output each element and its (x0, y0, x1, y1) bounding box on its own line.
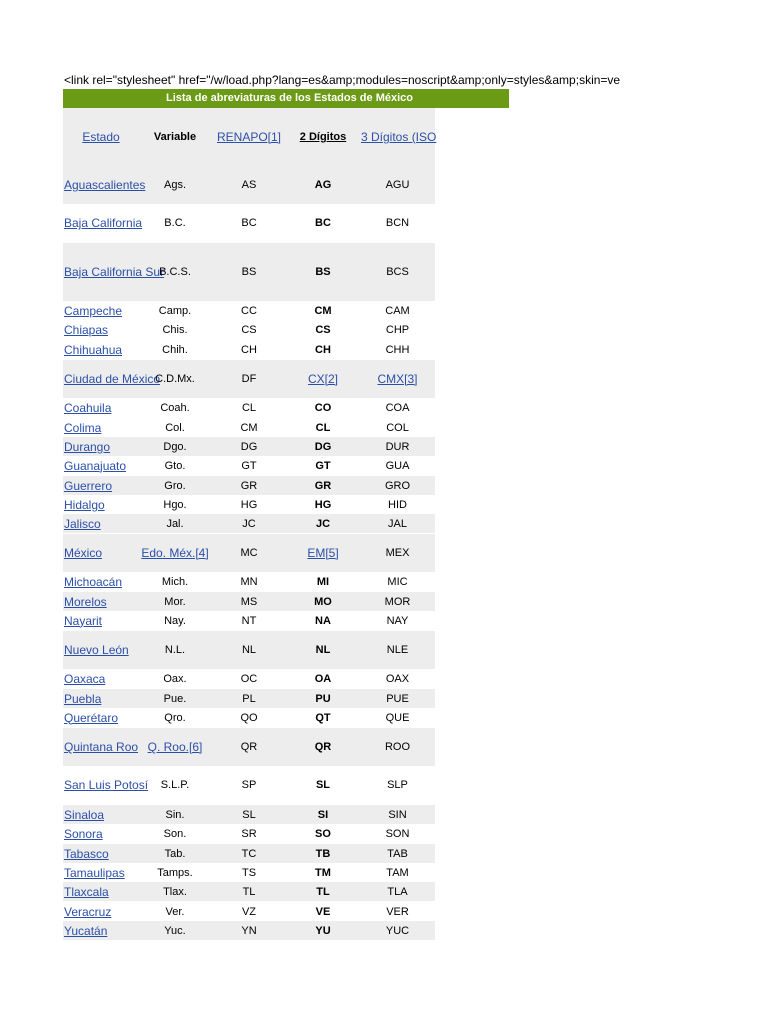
table-row (63, 611, 435, 630)
variable-abbrev: Chis. (162, 323, 188, 336)
renapo-code: CM (240, 421, 258, 434)
three-digit-code: MOR (384, 595, 411, 608)
renapo-code: TL (242, 885, 256, 898)
table-row (63, 476, 435, 495)
table-row (63, 320, 435, 339)
three-digit-code: PUE (386, 692, 409, 705)
table-row (63, 418, 435, 437)
two-digit-code: SL (315, 779, 331, 791)
variable-abbrev: Tamps. (157, 866, 193, 879)
table-row (63, 863, 435, 882)
variable-abbrev: Dgo. (163, 440, 187, 453)
variable-abbrev: Yuc. (164, 924, 186, 937)
variable-abbrev: Tlax. (163, 885, 187, 898)
table-row (63, 844, 435, 863)
state-name-link[interactable]: Coahuila (64, 400, 112, 415)
state-name-link[interactable]: San Luis Potosí (64, 778, 149, 792)
table-row (63, 456, 435, 475)
table-row (63, 708, 435, 727)
two-digit-code: PU (315, 692, 331, 705)
three-digit-code: VER (386, 905, 409, 918)
variable-abbrev: Jal. (166, 517, 184, 530)
state-name-link[interactable]: Oaxaca (64, 671, 106, 686)
table-row (63, 824, 435, 843)
table-row (63, 398, 435, 417)
two-digit-code: OA (314, 672, 332, 685)
state-name-link[interactable]: Aguascalientes (64, 178, 146, 192)
three-digit-code: MIC (387, 575, 408, 588)
two-digit-code: SO (315, 827, 331, 840)
two-digit-code: TL (316, 885, 330, 898)
three-digit-code-link[interactable]: CMX[3] (377, 372, 418, 386)
three-digit-code: OAX (385, 672, 410, 685)
two-digit-code: NA (315, 614, 331, 627)
three-digit-code: HID (388, 498, 407, 511)
state-name-link[interactable]: Guanajuato (64, 458, 127, 473)
variable-abbrev: Sin. (165, 808, 185, 821)
variable-abbrev: Ags. (163, 179, 186, 191)
variable-abbrev: Qro. (164, 711, 186, 724)
variable-abbrev: B.C.S. (159, 266, 191, 278)
variable-abbrev: Mor. (164, 595, 186, 608)
renapo-code: OC (240, 672, 258, 685)
three-digit-code: YUC (385, 924, 410, 937)
three-digit-code: ROO (384, 741, 411, 753)
state-name-link[interactable]: Quintana Roo (64, 740, 139, 754)
variable-abbrev: Ver. (165, 905, 185, 918)
renapo-code: BC (241, 217, 257, 229)
state-name-link[interactable]: Durango (64, 439, 111, 454)
renapo-code: QO (240, 711, 258, 724)
state-name-link[interactable]: Tabasco (64, 846, 109, 861)
three-digit-code: BCN (385, 217, 410, 229)
variable-abbrev: B.C. (164, 217, 186, 229)
three-digit-code: TAM (386, 866, 409, 879)
state-name-link[interactable]: Chihuahua (64, 342, 123, 357)
two-digit-code: SI (317, 808, 329, 821)
variable-abbrev: Mich. (161, 575, 189, 588)
table-row (63, 689, 435, 708)
renapo-code: CS (241, 323, 257, 336)
variable-abbrev: Gto. (164, 459, 186, 472)
three-digit-code: CHP (385, 323, 410, 336)
renapo-code: JC (242, 517, 256, 530)
two-digit-code: TB (315, 847, 331, 860)
header-three-digits-link[interactable]: 3 Dígitos (ISO (361, 130, 437, 144)
table-row (63, 243, 435, 301)
variable-abbrev: Pue. (163, 692, 187, 705)
variable-abbrev: Gro. (164, 479, 186, 492)
two-digit-code: BC (315, 217, 331, 229)
three-digit-code: COA (385, 401, 410, 414)
renapo-code: SR (241, 827, 257, 840)
three-digit-code: JAL (388, 517, 407, 530)
two-digit-code: CS (315, 323, 331, 336)
state-name-link[interactable]: Colima (64, 420, 102, 435)
two-digit-code: MI (316, 575, 330, 588)
renapo-code: AS (241, 179, 257, 191)
variable-abbrev: Chih. (162, 343, 188, 356)
renapo-code: DF (241, 373, 257, 385)
two-digit-code: GT (315, 459, 331, 472)
three-digit-code: BCS (386, 266, 409, 278)
state-name-link[interactable]: Michoacán (64, 574, 123, 589)
table-row (63, 766, 435, 804)
table-row (63, 902, 435, 921)
table-row (63, 592, 435, 611)
three-digit-code: CAM (385, 304, 410, 317)
renapo-code: MS (240, 595, 258, 608)
header-renapo-link[interactable]: RENAPO[1] (216, 130, 282, 144)
renapo-code: TC (241, 847, 257, 860)
two-digit-code: BS (315, 266, 331, 278)
two-digit-code: JC (315, 517, 331, 530)
state-name-link[interactable]: Puebla (64, 691, 102, 706)
variable-abbrev: Tab. (164, 847, 186, 860)
two-digit-code: GR (314, 479, 332, 492)
state-name-link[interactable]: Sinaloa (64, 807, 105, 822)
state-name-link[interactable]: Campeche (64, 303, 123, 318)
three-digit-code: QUE (385, 711, 410, 724)
renapo-code: BS (241, 266, 257, 278)
state-name-link[interactable]: Jalisco (64, 516, 101, 531)
table-row (63, 805, 435, 824)
two-digit-code: HG (314, 498, 332, 511)
renapo-code: PL (242, 692, 256, 705)
three-digit-code: SLP (387, 779, 408, 791)
state-name-link[interactable]: Hidalgo (64, 497, 105, 512)
two-digit-code: YU (315, 924, 331, 937)
two-digit-code-link[interactable]: CX[2] (307, 372, 338, 386)
two-digit-code: AG (314, 179, 332, 191)
renapo-code: VZ (241, 905, 257, 918)
table-row (63, 669, 435, 688)
stylesheet-code-line: <link rel="stylesheet" href="/w/load.php?lang=es&amp;modules=noscript&amp;only=styles&amp;skin=ve (64, 73, 621, 87)
renapo-code: GT (241, 459, 257, 472)
variable-abbrev: S.L.P. (160, 779, 190, 791)
three-digit-code: NLE (386, 644, 409, 656)
state-name-link[interactable]: Nayarit (64, 613, 103, 628)
table-row (63, 301, 435, 320)
header-two-digits: 2 Dígitos (299, 131, 347, 143)
state-name-link[interactable]: Baja California Sur (64, 265, 165, 279)
renapo-code: HG (240, 498, 258, 511)
table-row (63, 495, 435, 514)
state-name-link[interactable]: Tlaxcala (64, 884, 109, 899)
table-row (63, 572, 435, 591)
variable-abbrev: N.L. (164, 644, 186, 656)
three-digit-code: TAB (387, 847, 408, 860)
state-name-link[interactable]: Ciudad de México (64, 372, 161, 386)
three-digit-code: DUR (385, 440, 410, 453)
renapo-code: QR (240, 741, 258, 753)
state-name-link[interactable]: Guerrero (64, 478, 113, 493)
three-digit-code: CHH (385, 343, 410, 356)
state-name-link[interactable]: México (64, 546, 103, 560)
renapo-code: NL (241, 644, 257, 656)
table-row (63, 166, 435, 204)
state-name-link[interactable]: Querétaro (64, 710, 119, 725)
two-digit-code: CL (315, 421, 331, 434)
variable-abbrev: Camp. (158, 304, 192, 317)
table-row (63, 514, 435, 533)
renapo-code: DG (240, 440, 258, 453)
table-row (63, 534, 435, 572)
two-digit-code-link[interactable]: EM[5] (307, 546, 339, 560)
three-digit-code: COL (386, 421, 409, 434)
table-row (63, 360, 435, 398)
three-digit-code: TLA (387, 885, 408, 898)
table-row (63, 437, 435, 456)
table-title-banner: Lista de abreviaturas de los Estados de México (63, 89, 509, 108)
state-name-link[interactable]: Sonora (64, 826, 103, 841)
renapo-code: YN (241, 924, 257, 937)
table-row (63, 921, 435, 940)
state-name-link[interactable]: Morelos (64, 594, 107, 609)
variable-abbrev: Son. (163, 827, 187, 840)
two-digit-code: MO (314, 595, 332, 608)
two-digit-code: QT (315, 711, 331, 724)
variable-abbrev: Coah. (160, 401, 190, 414)
table-row (63, 340, 435, 359)
renapo-code: SP (241, 779, 257, 791)
header-variable: Variable (153, 131, 197, 143)
two-digit-code: QR (314, 741, 332, 753)
state-name-link[interactable]: Veracruz (64, 904, 112, 919)
three-digit-code: SON (385, 827, 410, 840)
three-digit-code: SIN (388, 808, 407, 821)
table-row (63, 204, 435, 242)
renapo-code: MC (240, 547, 258, 559)
renapo-code: GR (240, 479, 258, 492)
state-name-link[interactable]: Baja California (64, 216, 143, 230)
two-digit-code: TM (315, 866, 331, 879)
renapo-code: MN (240, 575, 258, 588)
two-digit-code: CO (314, 401, 332, 414)
state-name-link[interactable]: Chiapas (64, 322, 109, 337)
variable-abbrev: Nay. (164, 614, 186, 627)
table-row (63, 631, 435, 669)
state-name-link[interactable]: Yucatán (64, 923, 108, 938)
two-digit-code: CM (314, 304, 332, 317)
state-name-link[interactable]: Tamaulipas (64, 865, 125, 880)
three-digit-code: GUA (385, 459, 410, 472)
three-digit-code: GRO (384, 479, 411, 492)
variable-abbrev: Col. (165, 421, 185, 434)
table-row (63, 882, 435, 901)
variable-abbrev: Oax. (163, 672, 187, 685)
two-digit-code: NL (315, 644, 331, 656)
renapo-code: CH (241, 343, 257, 356)
state-name-link[interactable]: Nuevo León (64, 643, 129, 657)
two-digit-code: DG (314, 440, 332, 453)
renapo-code: SL (242, 808, 256, 821)
variable-abbrev-link[interactable]: Edo. Méx.[4] (141, 546, 209, 560)
table-row (63, 728, 435, 766)
two-digit-code: VE (315, 905, 331, 918)
variable-abbrev: C.D.Mx. (155, 373, 195, 385)
renapo-code: CC (241, 304, 257, 317)
three-digit-code: NAY (386, 614, 409, 627)
two-digit-code: CH (315, 343, 331, 356)
variable-abbrev-link[interactable]: Q. Roo.[6] (147, 740, 203, 754)
three-digit-code: MEX (385, 547, 410, 559)
header-estado-link[interactable]: Estado (82, 130, 120, 144)
renapo-code: TS (241, 866, 257, 879)
variable-abbrev: Hgo. (163, 498, 187, 511)
three-digit-code: AGU (385, 179, 410, 191)
renapo-code: CL (241, 401, 257, 414)
renapo-code: NT (241, 614, 257, 627)
